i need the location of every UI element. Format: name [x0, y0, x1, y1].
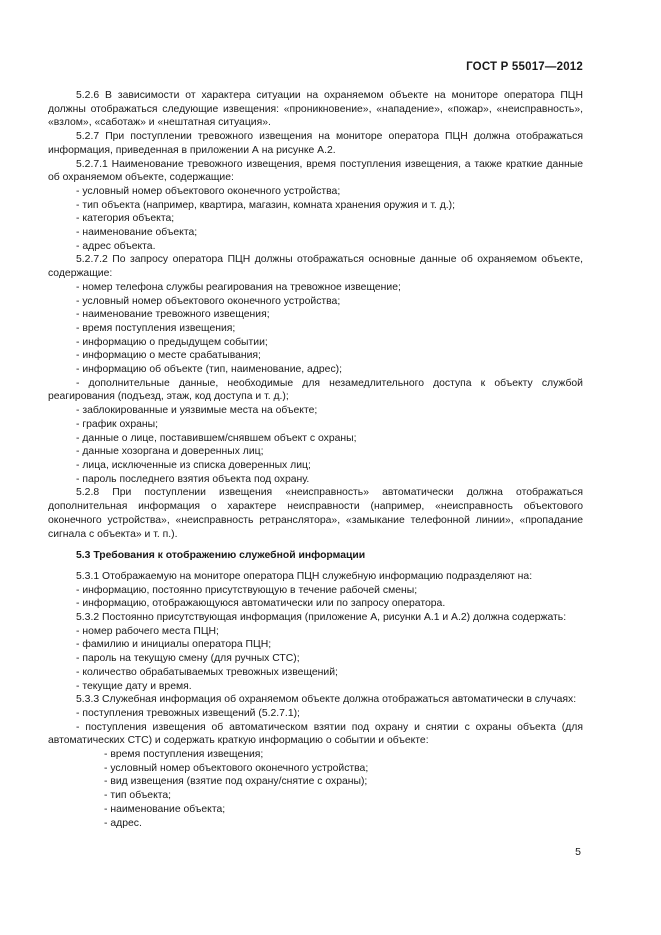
list-item: - адрес объекта.: [76, 240, 156, 252]
sub-list-item: - наименование объекта;: [104, 803, 226, 815]
section-heading: 5.3 Требования к отображению служебной информации: [76, 550, 366, 562]
page-number: 5: [575, 846, 581, 858]
list-item: - данные хозоргана и доверенных лиц;: [76, 446, 264, 458]
list-item: - информацию, отображающуюся автоматически или по запросу оператора.: [76, 598, 446, 610]
sub-list-item: - условный номер объектового оконечного устройства;: [104, 762, 369, 774]
paragraph: 5.2.7.1 Наименование тревожного извещения, время поступления извещения, а также краткие данные об охраняемом объекте, содержащие:: [48, 158, 583, 184]
paragraph: 5.3.3 Служебная информация об охраняемом объекте должна отображаться автоматически в случаях:: [76, 694, 577, 706]
list-item: - фамилию и инициалы оператора ПЦН;: [76, 639, 272, 651]
paragraph: - поступления извещения об автоматическом взятии под охрану и снятии с охраны объекта (для автоматических СТС) и содержать краткую информацию о событии и объекте:: [48, 721, 583, 747]
list-item: - информацию, постоянно присутствующую в течение рабочей смены;: [76, 584, 418, 596]
paragraph: 5.2.6 В зависимости от характера ситуации на охраняемом объекте на мониторе оператора ПЦН должны отображаться следующие извещения: «проникновение», «нападение», «пожар», «неисправность», «взлом», «саботаж» и «нештатная ситуация».: [48, 90, 583, 129]
list-item: - пароль последнего взятия объекта под охрану.: [76, 473, 310, 485]
list-item: - поступления тревожных извещений (5.2.7.1);: [76, 707, 300, 719]
list-item: - информацию о месте срабатывания;: [76, 350, 261, 362]
list-item: - условный номер объектового оконечного устройства;: [76, 295, 341, 307]
paragraph: 5.3.1 Отображаемую на мониторе оператора ПЦН служебную информацию подразделяют на:: [76, 570, 533, 582]
sub-list-item: - время поступления извещения;: [104, 749, 264, 761]
list-item: - информацию об объекте (тип, наименование, адрес);: [76, 364, 343, 376]
list-item: - категория объекта;: [76, 213, 175, 225]
spacer: [48, 563, 583, 570]
list-item: - информацию о предыдущем событии;: [76, 336, 268, 348]
standard-header: ГОСТ Р 55017—2012: [466, 61, 583, 73]
sub-list-item: - тип объекта;: [104, 790, 172, 802]
list-item: - тип объекта (например, квартира, магазин, комната хранения оружия и т. д.);: [76, 199, 456, 211]
paragraph: 5.2.7 При поступлении тревожного извещения на мониторе оператора ПЦН должна отображаться информация, приведенная в приложении А на рисунке А.2.: [48, 131, 583, 156]
paragraph: 5.2.8 При поступлении извещения «неисправность» автоматически должна отображаться дополнительная информация о характере неисправности (например, «неисправность объектового оконечного устройства», «неисправность ретранслятора», «замыкание телефонной линии», «пропадание сигнала с объекта» и т. п.).: [48, 487, 583, 540]
list-item: - номер телефона службы реагирования на тревожное извещение;: [76, 281, 401, 293]
list-item: - время поступления извещения;: [76, 322, 236, 334]
document-body: [48, 89, 583, 830]
paragraph: 5.2.7.2 По запросу оператора ПЦН должны отображаться основные данные об охраняемом объекте, содержащие:: [48, 254, 583, 280]
paragraph: 5.3.2 Постоянно присутствующая информация (приложение А, рисунки А.1 и А.2) должна содержать:: [76, 612, 567, 624]
sub-list-item: - адрес.: [104, 817, 142, 829]
list-item: - график охраны;: [76, 418, 158, 430]
list-item: - наименование объекта;: [76, 227, 198, 239]
list-item: - данные о лице, поставившем/снявшем объект с охраны;: [76, 432, 357, 444]
list-item: - пароль на текущую смену (для ручных СТС);: [76, 653, 300, 665]
list-item: - текущие дату и время.: [76, 680, 192, 692]
list-item: - лица, исключенные из списка доверенных лиц;: [76, 459, 311, 471]
list-item: - номер рабочего места ПЦН;: [76, 625, 219, 637]
sub-list-item: - вид извещения (взятие под охрану/снятие с охраны);: [104, 776, 368, 788]
list-item: - количество обрабатываемых тревожных извещений;: [76, 666, 338, 678]
list-item: - наименование тревожного извещения;: [76, 309, 270, 321]
paragraph: - дополнительные данные, необходимые для незамедлительного доступа к объекту службой реагирования (подъезд, этаж, код доступа и т. д.);: [48, 377, 583, 403]
list-item: - заблокированные и уязвимые места на объекте;: [76, 405, 318, 417]
spacer: [48, 541, 583, 549]
list-item: - условный номер объектового оконечного устройства;: [76, 185, 341, 197]
